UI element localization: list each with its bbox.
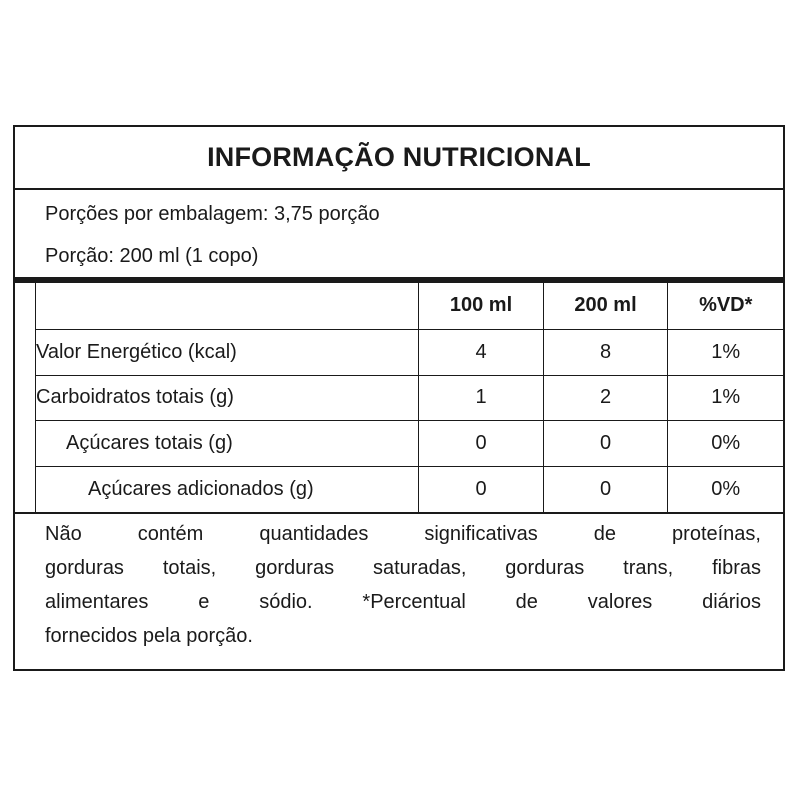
value-200ml: 2 xyxy=(544,375,668,421)
row-label: Açúcares totais (g) xyxy=(36,421,419,467)
row-label: Carboidratos totais (g) xyxy=(36,375,419,421)
footnote-line: Não contém quantidades significativas de proteínas, xyxy=(45,523,761,545)
footnote-line: alimentares e sódio. *Percentual de valores diários xyxy=(45,591,761,613)
row-label: Valor Energético (kcal) xyxy=(36,329,419,375)
table-row xyxy=(36,421,784,467)
footnote xyxy=(45,517,761,653)
header-cell-100ml: 100 ml xyxy=(419,283,544,329)
nutrition-table xyxy=(35,283,784,512)
nutrition-facts-panel xyxy=(13,125,785,671)
value-100ml: 1 xyxy=(419,375,544,421)
table-header-row xyxy=(36,283,784,329)
table-divider xyxy=(15,512,783,514)
servings-per-package: Porções por embalagem: 3,75 porção xyxy=(45,203,380,225)
value-100ml: 0 xyxy=(419,421,544,467)
value-vd: 1% xyxy=(668,375,784,421)
footnote-line: gorduras totais, gorduras saturadas, gorduras trans, fibras xyxy=(45,557,761,579)
table-row xyxy=(36,375,784,421)
value-200ml: 0 xyxy=(544,421,668,467)
footnote-line: fornecidos pela porção. xyxy=(45,625,253,647)
header-cell-200ml: 200 ml xyxy=(544,283,668,329)
value-100ml: 0 xyxy=(419,467,544,512)
header-cell-label xyxy=(36,283,419,329)
value-vd: 0% xyxy=(668,421,784,467)
title-row xyxy=(15,127,783,190)
value-200ml: 0 xyxy=(544,467,668,512)
serving-info xyxy=(15,190,783,277)
value-100ml: 4 xyxy=(419,329,544,375)
table-row xyxy=(36,467,784,512)
row-label: Açúcares adicionados (g) xyxy=(36,467,419,512)
value-vd: 0% xyxy=(668,467,784,512)
panel-title: INFORMAÇÃO NUTRICIONAL xyxy=(207,142,591,172)
portion-size: Porção: 200 ml (1 copo) xyxy=(45,245,259,267)
table-row xyxy=(36,329,784,375)
value-vd: 1% xyxy=(668,329,784,375)
value-200ml: 8 xyxy=(544,329,668,375)
header-cell-vd: %VD* xyxy=(668,283,784,329)
